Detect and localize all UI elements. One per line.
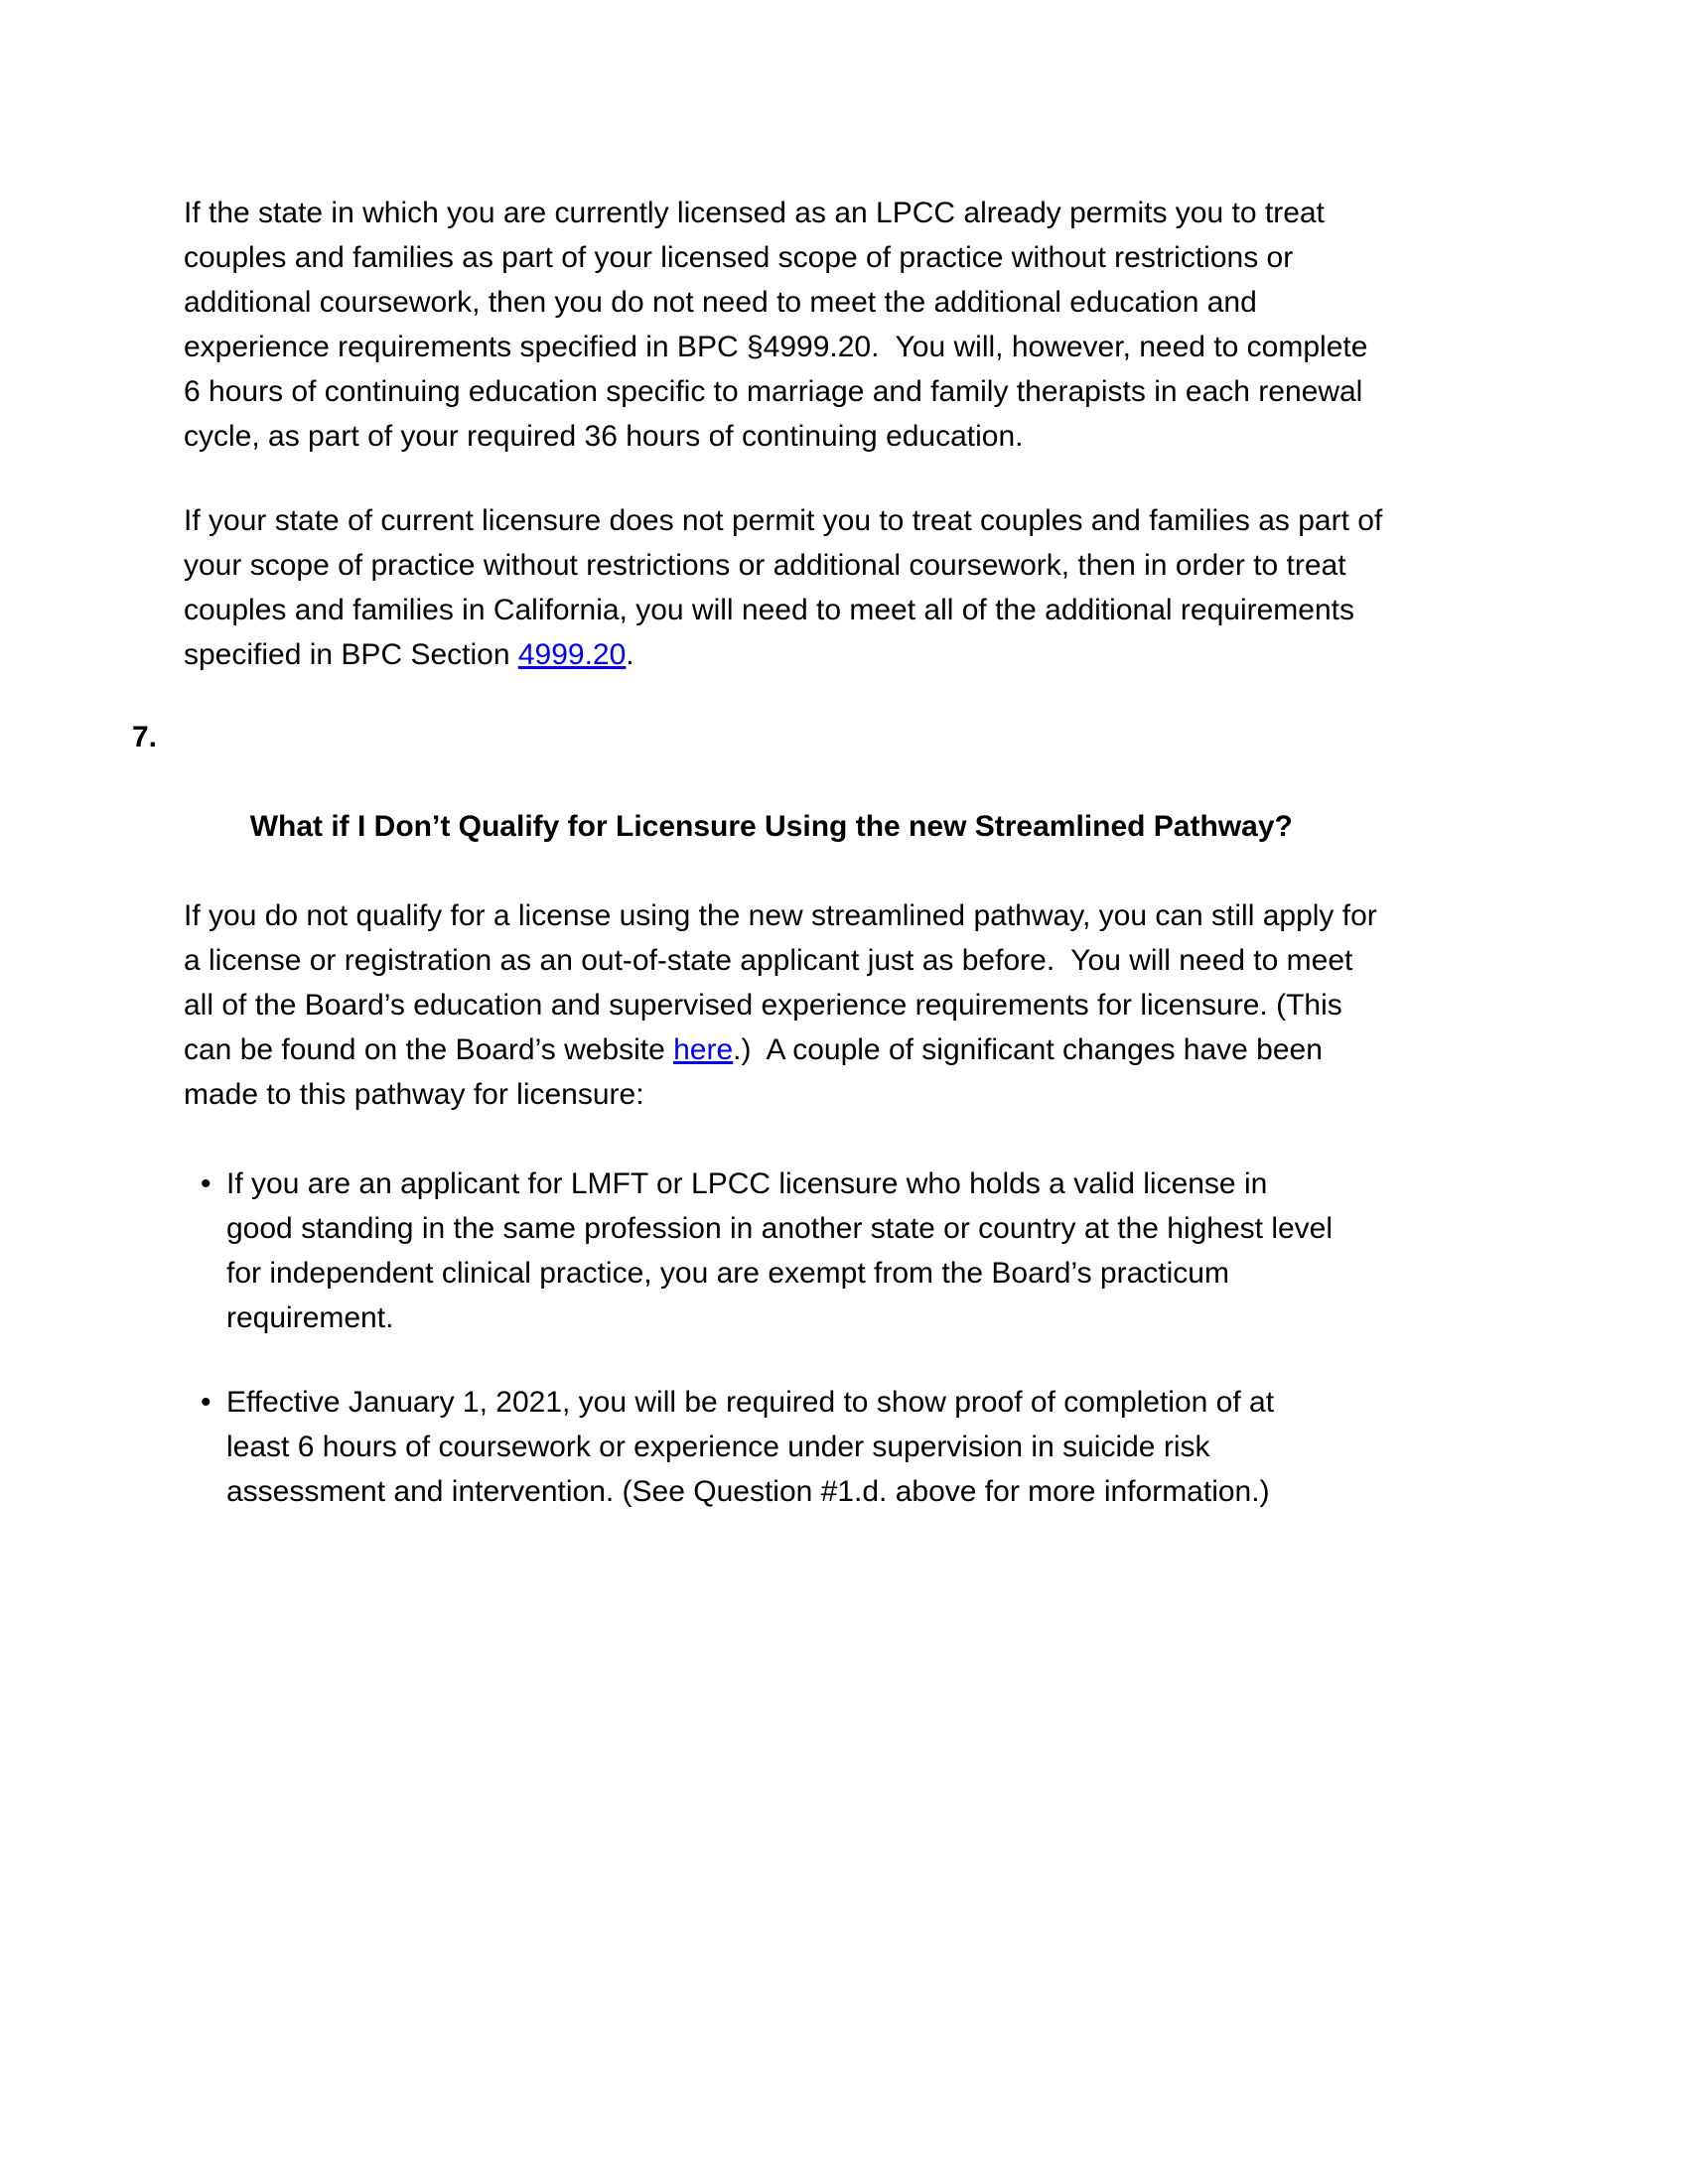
text-line: If you are an applicant for LMFT or LPCC licensure who holds a valid license in [226,1167,1268,1200]
question-7-title: What if I Don’t Qualify for Licensure Using the new Streamlined Pathway? [249,810,1293,843]
text-line: good standing in the same profession in another state or country at the highest level [226,1212,1334,1245]
paragraph-lpcc-already-permits [184,191,1544,459]
bpc-section-4999-20-link[interactable]: 4999.20 [517,638,627,671]
question-7-item [132,715,1544,1514]
text-line: couples and families in California, you will need to meet all of the additional requirements [184,594,1354,626]
text-line: all of the Board’s education and supervised experience requirements for licensure. (This [184,989,1342,1022]
bullet-icon: • [201,1167,211,1200]
question-7-body [184,893,1544,1117]
text-line: experience requirements specified in BPC §4999.20. You will, however, need to complete [184,331,1368,363]
bullet-item-suicide-risk-coursework [201,1380,1544,1514]
board-website-here-link[interactable]: here [673,1033,734,1066]
text-line: couples and families as part of your licensed scope of practice without restrictions or [184,241,1294,274]
text-segment: .) A couple of significant changes have been [733,1033,1323,1066]
text-line: made to this pathway for licensure: [184,1078,644,1111]
text-line: for independent clinical practice, you are exempt from the Board’s practicum [226,1257,1229,1290]
text-line: least 6 hours of coursework or experience under supervision in suicide risk [226,1431,1210,1463]
text-line: a license or registration as an out-of-state applicant just as before. You will need to meet [184,944,1353,977]
text-line: cycle, as part of your required 36 hours of continuing education. [184,420,1024,453]
text-line: assessment and intervention. (See Question #1.d. above for more information.) [226,1475,1270,1508]
text-segment: specified in BPC Section [184,638,518,671]
text-line: If your state of current licensure does not permit you to treat couples and families as part of [184,504,1383,537]
text-line: If you do not qualify for a license using the new streamlined pathway, you can still apply for [184,899,1377,932]
text-line: Effective January 1, 2021, you will be required to show proof of completion of at [226,1386,1275,1419]
text-line: requirement. [226,1301,394,1334]
text-line: If the state in which you are currently licensed as an LPCC already permits you to treat [184,197,1325,229]
paragraph-state-not-permit [184,498,1544,677]
text-segment: . [626,638,634,671]
bullet-item-practicum-exemption [201,1161,1544,1340]
text-segment: can be found on the Board’s website [184,1033,674,1066]
bullet-icon: • [201,1386,211,1419]
text-line: your scope of practice without restrictions or additional coursework, then in order to treat [184,549,1346,582]
question-7-heading [132,715,1544,893]
question-7-bullet-list [184,1161,1544,1514]
text-line: additional coursework, then you do not need to meet the additional education and [184,286,1257,319]
text-line [184,1027,1544,1072]
text-line: 6 hours of continuing education specific to marriage and family therapists in each renewal [184,375,1363,408]
question-7-number: 7. [132,721,158,753]
text-line [184,632,1544,677]
